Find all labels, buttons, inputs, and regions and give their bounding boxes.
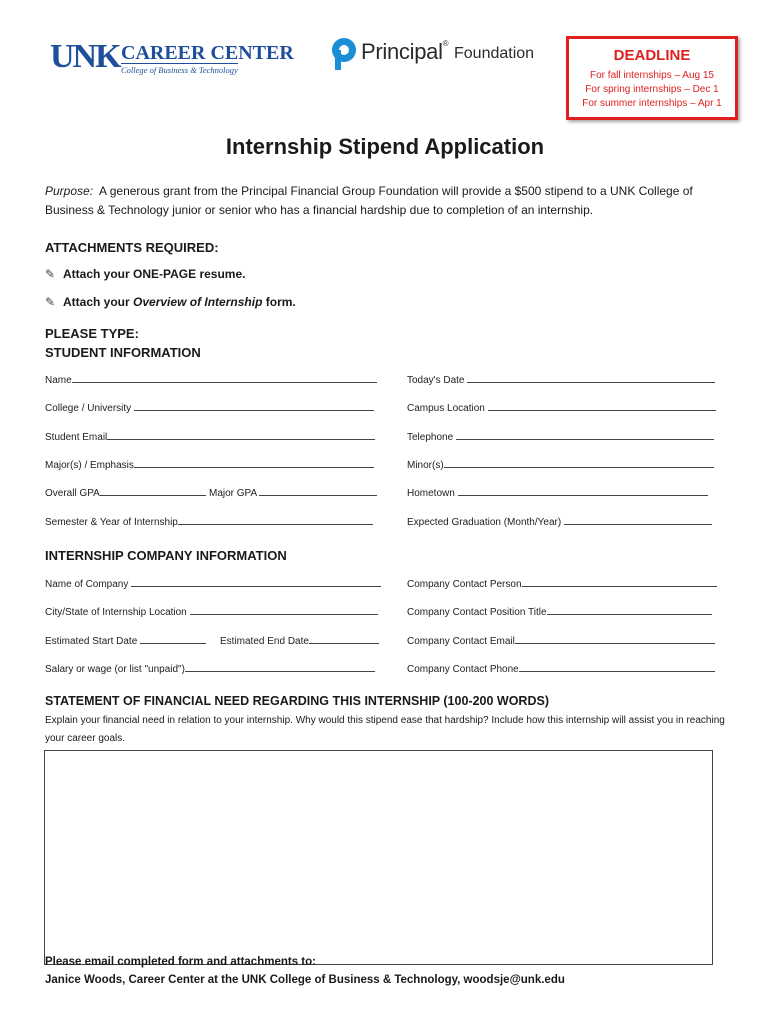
major-gpa-field[interactable]: Major GPA bbox=[209, 485, 377, 499]
todays-date-field[interactable]: Today's Date bbox=[407, 372, 715, 386]
company-info-heading: INTERNSHIP COMPANY INFORMATION bbox=[45, 548, 287, 563]
semester-year-field[interactable]: Semester & Year of Internship bbox=[45, 514, 373, 528]
paperclip-icon: ✎ bbox=[45, 295, 56, 309]
attachment-resume: ✎ Attach your ONE-PAGE resume. bbox=[45, 267, 246, 281]
attachment-overview: ✎ Attach your Overview of Internship form. bbox=[45, 295, 296, 309]
principal-foundation-logo bbox=[330, 35, 545, 75]
statement-heading: STATEMENT OF FINANCIAL NEED REGARDING THIS INTERNSHIP (100-200 WORDS) bbox=[45, 694, 549, 708]
start-date-field[interactable]: Estimated Start Date bbox=[45, 633, 206, 647]
purpose-paragraph bbox=[45, 182, 735, 220]
unk-logo-mark: UNK bbox=[50, 38, 120, 75]
deadline-heading: DEADLINE bbox=[613, 47, 691, 64]
statement-instructions: Explain your financial need in relation to your internship. Why would this stipend ease that hardship? Include how this internship will assist you in reaching your career goals. bbox=[45, 715, 725, 744]
student-email-field[interactable]: Student Email bbox=[45, 429, 375, 443]
majors-field[interactable]: Major(s) / Emphasis bbox=[45, 457, 374, 471]
contact-line: Janice Woods, Career Center at the UNK College of Business & Technology, woodsje@unk.edu bbox=[45, 974, 565, 986]
name-field[interactable]: Name bbox=[45, 372, 377, 386]
contact-phone-field[interactable]: Company Contact Phone bbox=[407, 661, 715, 675]
college-field[interactable]: College / University bbox=[45, 400, 374, 414]
career-center-title: CAREER CENTER bbox=[121, 42, 294, 64]
email-instruction: Please email completed form and attachments to: bbox=[45, 956, 316, 968]
purpose-label: Purpose: bbox=[45, 184, 94, 198]
company-name-field[interactable]: Name of Company bbox=[45, 576, 381, 590]
city-state-field[interactable]: City/State of Internship Location bbox=[45, 604, 378, 618]
foundation-wordmark: Foundation bbox=[454, 45, 535, 62]
principal-p-icon bbox=[330, 37, 358, 71]
attachments-heading: ATTACHMENTS REQUIRED: bbox=[45, 240, 219, 255]
expected-graduation-field[interactable]: Expected Graduation (Month/Year) bbox=[407, 514, 712, 528]
end-date-field[interactable]: Estimated End Date bbox=[220, 633, 379, 647]
minors-field[interactable]: Minor(s) bbox=[407, 457, 714, 471]
deadline-spring: For spring internships – Dec 1 bbox=[585, 84, 719, 95]
campus-location-field[interactable]: Campus Location bbox=[407, 400, 716, 414]
deadline-summer: For summer internships – Apr 1 bbox=[582, 98, 722, 109]
college-subtitle: College of Business & Technology bbox=[121, 65, 238, 75]
student-info-heading: STUDENT INFORMATION bbox=[45, 345, 201, 360]
overall-gpa-field[interactable]: Overall GPA bbox=[45, 485, 206, 499]
unk-career-center-logo bbox=[50, 38, 295, 76]
telephone-field[interactable]: Telephone bbox=[407, 429, 714, 443]
hometown-field[interactable]: Hometown bbox=[407, 485, 708, 499]
paperclip-icon: ✎ bbox=[45, 267, 56, 281]
deadline-box bbox=[566, 36, 738, 120]
salary-field[interactable]: Salary or wage (or list "unpaid") bbox=[45, 661, 375, 675]
financial-need-textbox[interactable] bbox=[44, 750, 713, 965]
contact-person-field[interactable]: Company Contact Person bbox=[407, 576, 717, 590]
contact-email-field[interactable]: Company Contact Email bbox=[407, 633, 715, 647]
please-type-label: PLEASE TYPE: bbox=[45, 326, 139, 341]
deadline-fall: For fall internships – Aug 15 bbox=[590, 70, 714, 81]
principal-wordmark: Principal® bbox=[361, 39, 449, 64]
purpose-text: A generous grant from the Principal Financial Group Foundation will provide a $500 stipend to a UNK College of Business & Technology junior or senior who has a financial hardship due to completion of an internship. bbox=[45, 184, 693, 217]
page-title: Internship Stipend Application bbox=[225, 134, 545, 159]
contact-position-field[interactable]: Company Contact Position Title bbox=[407, 604, 712, 618]
